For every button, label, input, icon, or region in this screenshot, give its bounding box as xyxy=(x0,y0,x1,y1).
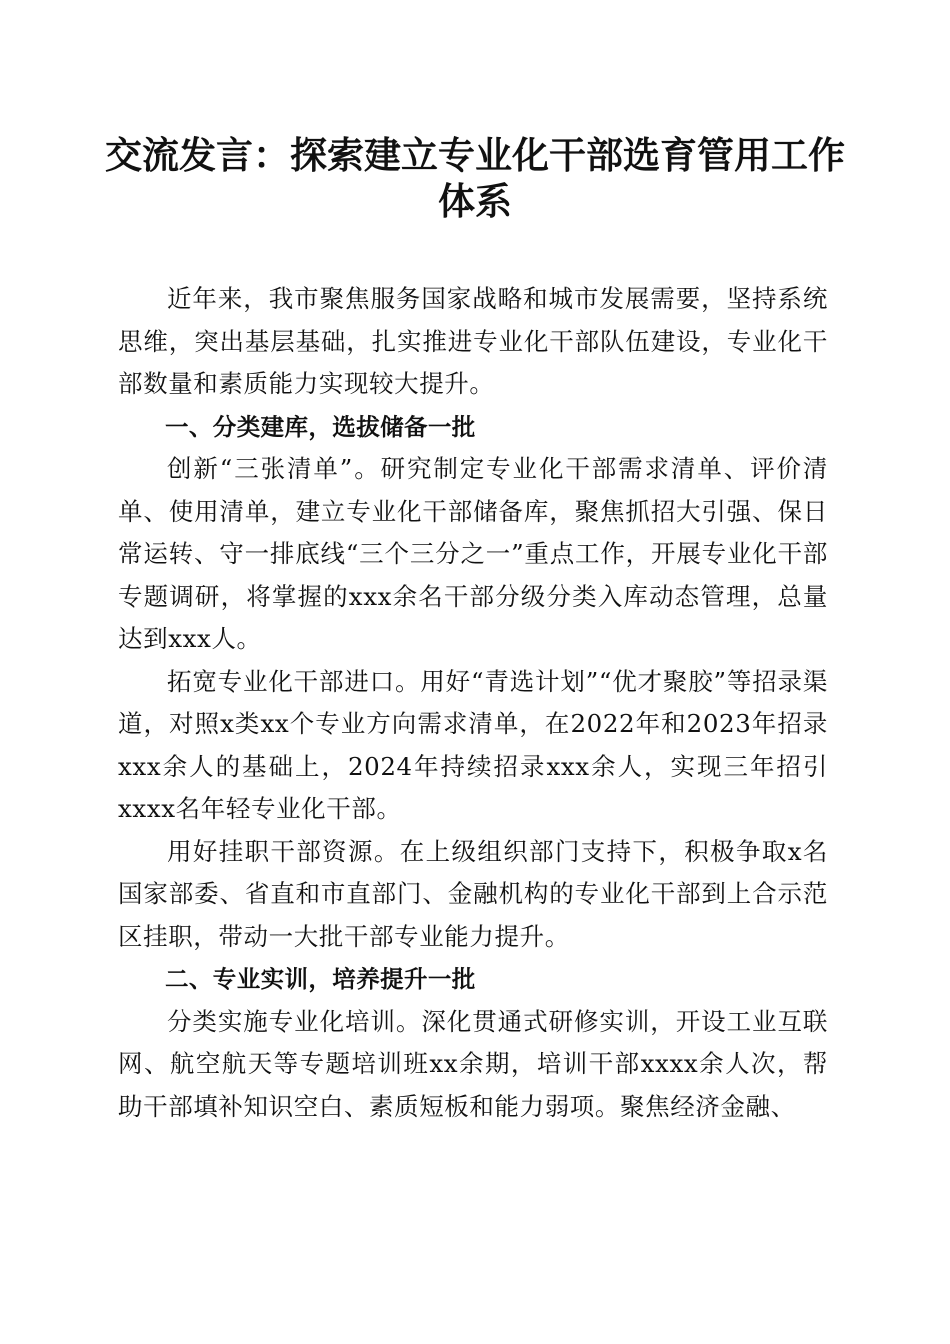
section-heading-1: 一、分类建库，选拔储备一批 xyxy=(165,412,476,441)
paragraph-recruitment: 拓宽专业化干部进口。用好“青选计划”“优才聚胶”等招录渠道，对照x类xx个专业方向需求清单，在2022年和2023年招录xxx余人的基础上，2024年持续招录xxx余人，实现三年招引xxxx名年轻专业化干部。 xyxy=(118,666,828,823)
intro-paragraph: 近年来，我市聚焦服务国家战略和城市发展需要，坚持系统思维，突出基层基础，扎实推进专业化干部队伍建设，专业化干部数量和素质能力实现较大提升。 xyxy=(118,284,828,398)
paragraph-training: 分类实施专业化培训。深化贯通式研修实训，开设工业互联网、航空航天等专题培训班xx余期，培训干部xxxx余人次，帮助干部填补知识空白、素质短板和能力弱项。聚焦经济金融、 xyxy=(118,1006,828,1121)
section-heading-2: 二、专业实训，培养提升一批 xyxy=(165,965,476,993)
document-body xyxy=(118,278,828,1128)
paragraph-secondment: 用好挂职干部资源。在上级组织部门支持下，积极争取x名国家部委、省直和市直部门、金融机构的专业化干部到上合示范区挂职，带动一大批干部专业能力提升。 xyxy=(118,836,828,951)
document-title: 交流发言：探索建立专业化干部选育管用工作体系 xyxy=(105,134,845,223)
paragraph-three-lists: 创新“三张清单”。研究制定专业化干部需求清单、评价清单、使用清单，建立专业化干部储备库，聚焦抓招大引强、保日常运转、守一排底线“三个三分之一”重点工作，开展专业化干部专题调研，将掌握的xxx余名干部分级分类入库动态管理，总量达到xxx人。 xyxy=(118,454,828,653)
